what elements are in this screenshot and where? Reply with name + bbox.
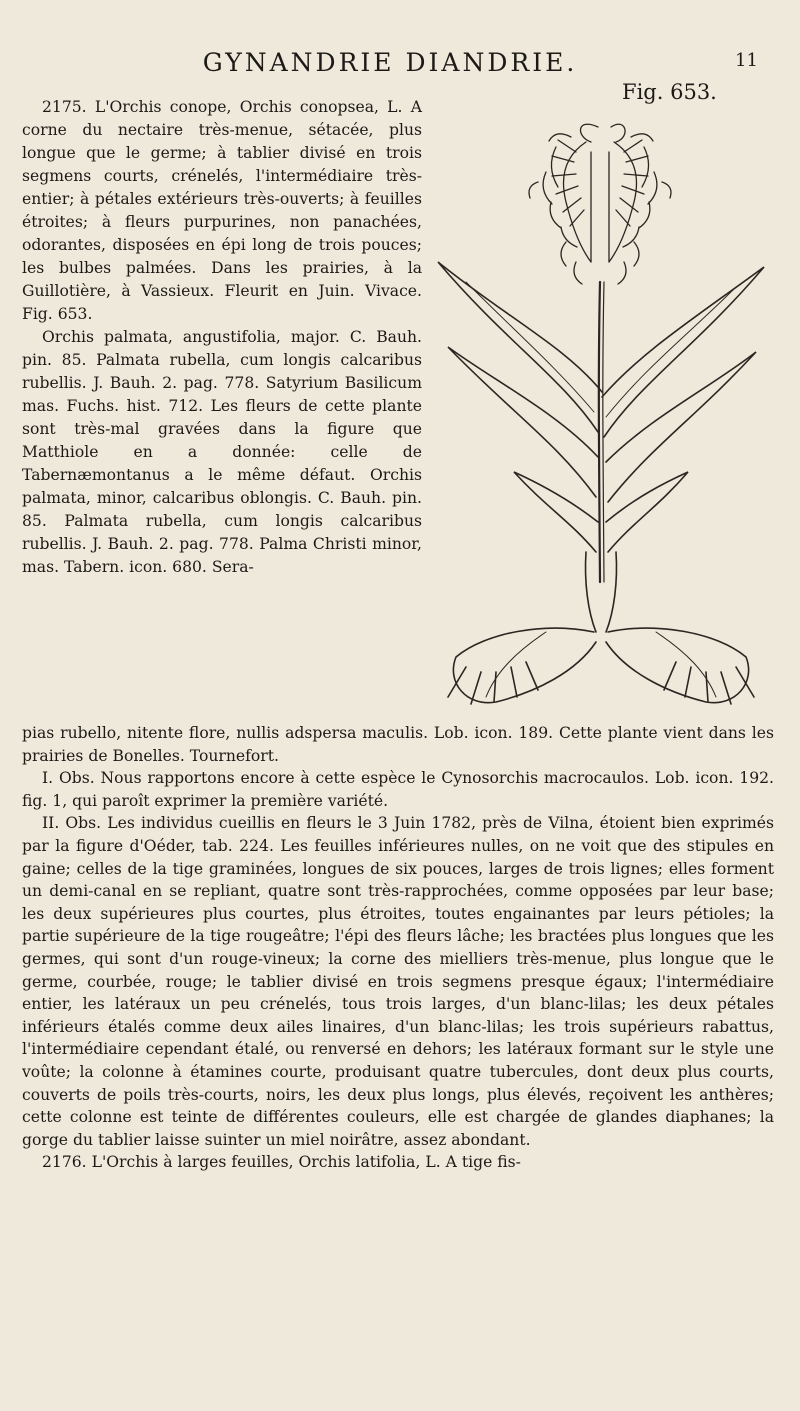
observation-1: I. Obs. Nous rapportons encore à cette espèce le Cynosorchis macrocaulos. Lob. icon. 192. fig. 1, qui paroît exprimer la première variété. [22,769,774,810]
tubers [448,628,754,704]
running-head: GYNANDRIE DIANDRIE. [202,48,578,77]
leaves [438,262,764,552]
entry-2175: 2175. L'Orchis conope, Orchis conopsea, L. A corne du nectaire très-menue, sétacée, plus longue que le germe; à tablier divisé en trois segmens courts, crénelés, l'intermédiaire très-entier; à pétales extérieurs très-ouverts; à feuilles étroites; à fleurs purpurines, non panachées, odorantes, disposées en épi long de trois pouces; les bulbes palmées. Dans les prairies, à la Guillotière, à Vassieux. Fleurit en Juin. Vivace. Fig. 653. [22,98,422,323]
entry-2176: 2176. L'Orchis à larges feuilles, Orchis latifolia, L. A tige fis- [42,1153,521,1172]
figure-label-number: 653. [670,80,717,104]
text-column [22,96,422,579]
synonymy-continued: pias rubello, nitente flore, nullis adspersa maculis. Lob. icon. 189. Cette plante vient dans les prairies de Bonelles. Tournefort. [22,724,774,765]
page-number: 11 [735,50,758,71]
figure-label-prefix: Fig. [622,80,664,104]
synonymy-paragraph: Orchis palmata, angustifolia, major. C. Bauh. pin. 85. Palmata rubella, cum longis calcaribus rubellis. J. Bauh. 2. pag. 778. Satyrium Basilicum mas. Fuchs. hist. 712. Les fleurs de cette plante sont très-mal gravées dans la figure que Matthiole en a donnée: celle de Tabernæmontanus a le même défaut. Orchis palmata, minor, calcaribus oblongis. C. Bauh. pin. 85. Palmata rubella, cum longis calcaribus rubellis. J. Bauh. 2. pag. 778. Palma Christi minor, mas. Tabern. icon. 680. Sera- [22,328,422,576]
orchid-illustration [426,112,774,712]
text-full-width [22,722,774,1174]
observation-2: II. Obs. Les individus cueillis en fleurs le 3 Juin 1782, près de Vilna, étoient bien exprimés par la figure d'Oéder, tab. 224. Les feuilles inférieures nulles, on ne voit que des stipules en gaine; celles de la tige graminées, longues de six pouces, larges de trois lignes; elles forment un demi-canal en se repliant, quatre sont très-rapprochées, comme opposées par leur base; les deux supérieures plus courtes, plus étroites, toutes engainantes par leurs pétioles; la partie supérieure de la tige rougeâtre; l'épi des fleurs lâche; les bractées plus longues que les germes, qui sont d'un rouge-vineux; la corne des mielliers très-menue, plus longue que le germe, courbée, rouge; le tablier divisé en trois segmens presque égaux; l'intermédiaire entier, les latéraux un peu crénelés, tous trois larges, d'un blanc-lilas; les deux pétales inférieurs étalés comme deux ailes linaires, d'un blanc-lilas; les trois supérieurs rabattus, l'intermédiaire cependant étalé, ou renversé en dehors; les latéraux formant sur le style une voûte; la colonne à étamines courte, produisant quatre tubercules, dont deux plus courts, couverts de poils très-courts, noirs, les deux plus longs, plus élevés, reçoivent les anthères; cette colonne est teinte de différentes couleurs, elle est chargée de glandes diaphanes; la gorge du tablier laisse suinter un miel noirâtre, assez abondant. [22,814,774,1149]
stem [599,282,600,582]
flower-spike [529,124,671,284]
figure-label [622,80,717,104]
